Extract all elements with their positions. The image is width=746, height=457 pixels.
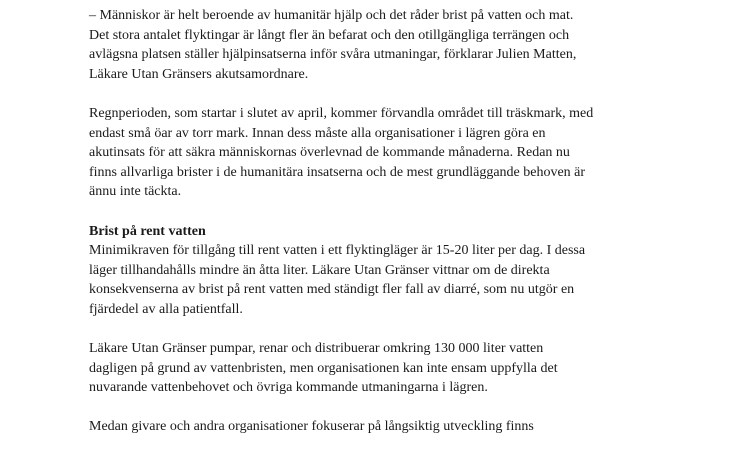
- section-heading: Brist på rent vatten: [89, 223, 206, 239]
- paragraph-line: endast små öar av torr mark. Innan dess måste alla organisationer i lägren göra en: [89, 125, 546, 141]
- paragraph-line: Medan givare och andra organisationer fokuserar på långsiktig utveckling finns: [89, 419, 534, 435]
- section-clean-water: [89, 222, 729, 320]
- document-body: [89, 6, 729, 457]
- paragraph-line: avlägsna platsen ställer hjälpinsatserna inför svåra utmaningar, förklarar Julien Matten,: [89, 47, 577, 63]
- paragraph-line: fjärdedel av alla patientfall.: [89, 301, 243, 317]
- paragraph-donors: [89, 417, 729, 437]
- paragraph-line: nuvarande vattenbehovet och övriga kommande utmaningarna i lägren.: [89, 380, 488, 396]
- paragraph-line: Regnperioden, som startar i slutet av april, kommer förvandla området till träskmark, med: [89, 105, 594, 121]
- paragraph-line: konsekvenserna av brist på rent vatten med ständigt fler fall av diarré, som nu utgör en: [89, 282, 575, 298]
- paragraph-line: dagligen på grund av vattenbristen, men organisationen kan inte ensam uppfylla det: [89, 360, 558, 376]
- paragraph-line: Det stora antalet flyktingar är långt fler än befarat och den otillgängliga terrängen och: [89, 27, 570, 43]
- paragraph-line: finns allvarliga brister i de humanitära insatserna och de mest grundläggande behoven är: [89, 164, 586, 180]
- paragraph-line: – Människor är helt beroende av humanitär hjälp och det råder brist på vatten och mat.: [89, 8, 574, 23]
- paragraph-rainy-season: [89, 104, 729, 202]
- paragraph-line: Läkare Utan Gränser pumpar, renar och distribuerar omkring 130 000 liter vatten: [89, 341, 544, 357]
- paragraph-line: ännu inte täckta.: [89, 184, 182, 200]
- paragraph-quote: [89, 6, 729, 84]
- paragraph-line: akutinsats för att säkra människornas överlevnad de kommande månaderna. Redan nu: [89, 145, 570, 161]
- paragraph-line: läger tillhandahålls mindre än åtta liter. Läkare Utan Gränser vittnar om de direkta: [89, 262, 550, 278]
- paragraph-line: Läkare Utan Gränsers akutsamordnare.: [89, 66, 309, 82]
- paragraph-line: Minimikraven för tillgång till rent vatten i ett flyktingläger är 15-20 liter per dag. I dessa: [89, 243, 586, 259]
- paragraph-water-distribution: [89, 339, 729, 398]
